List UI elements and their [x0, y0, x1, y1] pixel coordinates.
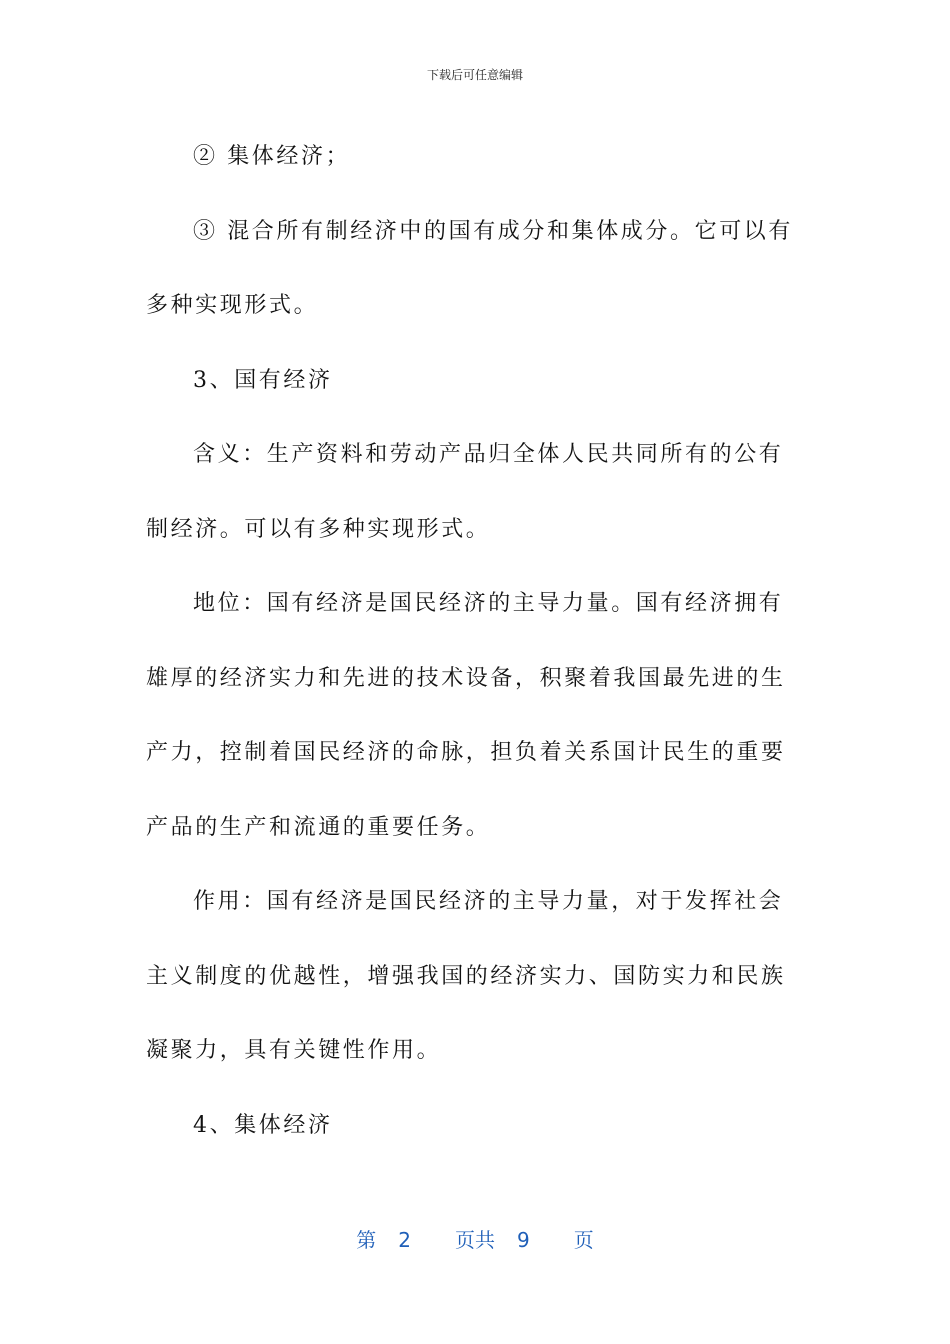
heading-collective-economy: 4、集体经济	[193, 1112, 333, 1138]
page-footer	[0, 1224, 950, 1253]
document-body	[146, 120, 806, 1163]
footer-total-pages: 9	[517, 1228, 530, 1252]
heading-state-economy: 3、国有经济	[193, 367, 333, 393]
page-header: 下载后可任意编辑	[426, 68, 523, 82]
paragraph-collective-economy: ② 集体经济；	[193, 144, 351, 169]
paragraph-state-economy-meaning: 含义：生产资料和劳动产品归全体人民共同所有的公有制经济。可以有多种实现形式。	[146, 442, 784, 542]
footer-suffix: 页	[573, 1228, 594, 1252]
footer-mid: 页共	[455, 1228, 495, 1252]
footer-prefix: 第	[356, 1228, 377, 1252]
paragraph-state-economy-status: 地位：国有经济是国民经济的主导力量。国有经济拥有雄厚的经济实力和先进的技术设备，积聚着我国最先进的生产力，控制着国民经济的命脉，担负着关系国计民生的重要产品的生产和流通的重要任务。	[146, 591, 786, 840]
paragraph-state-economy-role: 作用：国有经济是国民经济的主导力量，对于发挥社会主义制度的优越性，增强我国的经济实力、国防实力和民族凝聚力，具有关键性作用。	[146, 889, 786, 1063]
footer-current-page: 2	[398, 1228, 411, 1252]
paragraph-mixed-ownership: ③ 混合所有制经济中的国有成分和集体成分。它可以有多种实现形式。	[146, 218, 793, 318]
